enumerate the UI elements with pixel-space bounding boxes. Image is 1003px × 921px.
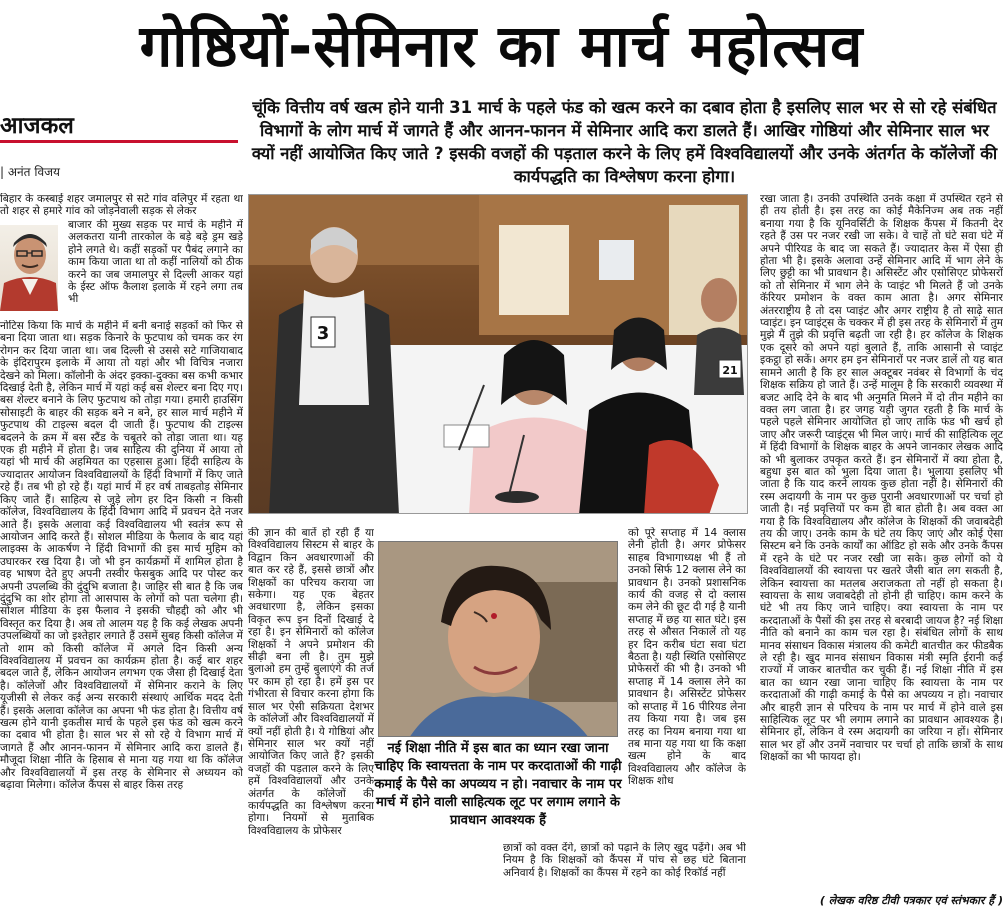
- pull-quote: नई शिक्षा नीति में इस बात का ध्यान रखा जाना चाहिए कि स्वायत्तता के नाम पर करदाताओं की गाढ़ी कमाई के पैसे का अपव्यय न हो। नवाचार के नाम पर मार्च में होने वाली साहित्यक लूट पर लगाम लगाने के प्रावधान आवश्यक हैं: [374, 741, 622, 828]
- badge-number-21: 21: [722, 364, 738, 377]
- column-tag-rule: [0, 140, 238, 143]
- column-4: रखा जाता है। उनकी उपस्थिति उनके कक्षा में उपस्थित रहने से ही तय होती है। इस तरह का कोई मैकेनिज्म अब तक नहीं बनाया गया है कि यूनिवर्सिटी के शिक्षक कैंपस में कितनी देर रहते हैं उस पर नजर रखी जा सके। वे चाहें तो घंटे सवा घंटे में अपने पीरियड के बाद जा सकते हैं। ज्यादातर केस में ऐसा ही होता भी है। इसके अलावा उन्हें सेमिनार आदि में भाग लेने के लिए छुट्टी का भी प्रावधान है। असिस्टेंट और एसोसिएट प्रोफेसरों को तो सेमिनार में भाग लेने के प्वाइंट भी मिलते हैं जो उनके कॅरियर प्रमोशन के वक्त काम आता है। अगर सेमिनार अंतरराष्ट्रीय है तो दस प्वाइंट और अगर राष्ट्रीय है तो साढ़े सात प्वाइंट। इन प्वाइंट्स के चक्कर में ही इस तरह के सेमिनारों में तुम मुझे मैं तुझे की प्रवृत्ति बढ़ती जा रही है। हर कॉलेज के शिक्षक एक दूसरे को अपने यहां बुलाते हैं, ताकि आसानी से प्वाइंट इकट्ठा हो सकें। अगर हम इन सेमिनारों पर नजर डालें तो यह बात सामने आती है कि हर साल अक्टूबर नवंबर से विभागों के चंद शिक्षक सक्रिय हो जाते हैं। उन्हें मालूम है कि सरकारी व्यवस्था में बजट आदि देने के बाद भी अनुमति मिलने में दो तीन महीने का वक्त लग जाता है। हर जगह यही जुगत रहती है कि मार्च के पहले पहले सेमिनार आयोजित हो जाए ताकि फंड भी खर्च हो जाए और जरूरी प्वाइंट्स भी मिल जाएं। मार्च की साहित्यिक लूट में हिंदी विभागों के शिक्षक बाहर के अपने जानकार लेखक आदि को भी बुलाकर उपकृत करते हैं। इन सेमिनारों में क्या होता है, बहुधा इस बात को भुला दिया जाता है। भुलाया इसलिए भी जाता है कि याद करने लायक कुछ होता नहीं है। सेमिनारों की रस्म अदायगी के नाम पर कुछ पुरानी अवधारणाओं पर चर्चा हो जाती है। नई प्रवृत्तियों पर कम ही बात होती है। अब वक्त आ गया है कि विश्वविद्यालय और कॉलेज के शिक्षकों की जवाबदेही तय की जाए। उनके काम के घंटे तय किए जाएं और कोई ऐसा सिस्टम बने कि उनके कार्यों का ऑडिट हो सके और उनके कैंपस में रहने के घंटे पर नजर रखी जा सके। कुछ लोगों को ये विश्वविद्यालयों की स्वायत्ता पर खतरे जैसी बात लग सकती है, लेकिन स्वायत्ता का मतलब अराजकता तो नहीं हो सकता है। स्वायत्ता के साथ जवाबदेही तो होनी ही चाहिए। काम करने के घंटे भी तय किए जाने चाहिए। क्या स्वायत्ता के नाम पर करदाताओं के पैसों की इस तरह से बरबादी जायज है? नई शिक्षा नीति को बनाने का काम चल रहा है। संबंधित लोगों के साथ मानव संसाधन विकास मंत्रालय की कमेटी बातचीत कर फीडबैक ले रही है। खुद मानव संसाधन विकास मंत्री स्मृति ईरानी कई राज्यों में जाकर बातचीत कर चुकी हैं। नई शिक्षा नीति में इस बात का ध्यान रखा जाना चाहिए कि स्वायत्ता के नाम पर करदाताओं की गाढ़ी कमाई के पैसे का अपव्यय न हो। नवाचार और बाहरी ज्ञान से परिचय के नाम पर मार्च में होने वाले इस साहित्यिक लूट पर भी लगाम लगाने का प्रावधान आवश्यक है। सेमिनार हों, लेकिन वे रस्म अदायगी का जरिया न हों। सेमिनार साल भर हों और उनमें नवाचार पर चर्चा हो ताकि छात्रों के साथ शिक्षकों का भी फायदा हो।: [760, 193, 1003, 764]
- column-tag: आजकल: [0, 113, 74, 139]
- badge-number-3: 3: [316, 323, 330, 344]
- column-1-side: बाजार की मुख्य सड़क पर मार्च के महीने में अलकतरा यानी तारकोल के बड़े बड़े ड्रम खड़े होने लगते थे। कहीं सड़कों पर पैबंद लगाने का काम किया जाता था तो कहीं नालियों को ठीक करने का जब जमालपुर से दिल्ली आकर यहां के ईस्ट ऑफ कैलाश इलाके में रहने लगा तब भी: [68, 219, 243, 306]
- column-2-3-bottom: छात्रों को वक्त देंगे, छात्रों को पढ़ाने के लिए खुद पढ़ेंगे। अब भी नियम है कि शिक्षकों को कैंपस में पांच से छह घंटे बिताना अनिवार्य है। शिक्षकों का कैंपस में रहने का कोई रिकॉर्ड नहीं: [503, 842, 746, 879]
- author-photo: [0, 225, 58, 311]
- column-1-top: बिहार के कस्बाई शहर जमालपुर से सटे गांव वलिपुर में रहता था तो शहर से हमारे गांव को जोड़नेवाली सड़क से लेकर: [0, 193, 243, 218]
- byline-name: अनंत विजय: [7, 165, 60, 179]
- deck-intro: चूंकि वित्तीय वर्ष खत्म होने यानी 31 मार्च के पहले फंड को खत्म करने का दबाव होता है इसलिए साल भर से सो रहे संबंधित विभागों के लोग मार्च में जागते हैं और आनन-फानन में सेमिनार आदि करा डालते हैं। आखिर गोष्ठियां और सेमिनार साल भर क्यों नहीं आयोजित किए जाते ? इसकी वजहों की पड़ताल करने के लिए हमें विश्वविद्यालयों और उनके अंतर्गत के कॉलेजों की कार्यपद्धति का विश्लेषण करना होगा।: [251, 98, 998, 186]
- seminar-photo: [248, 194, 748, 514]
- column-2: की ज्ञान की बातें हो रही हैं या विश्वविद्यालय सिस्टम से बाहर के विद्वान किन अवधारणाओं की बात कर रहे हैं, इससे छात्रों और शिक्षकों का परिचय कराया जा सकेगा। यह एक बेहतर अवधारणा है, लेकिन इसका विकृत रूप इन दिनों दिखाई दे रहा है। इन सेमिनारों को कॉलेज शिक्षकों ने अपने प्रमोशन की सीढ़ी बना ली है। तुम मुझे बुलाओ हम तुम्हें बुलाएंगे की तर्ज पर काम हो रहा है। हमें इस पर गंभीरता से विचार करना होगा कि साल भर ऐसी सक्रियता देशभर के कॉलेजों और विश्वविद्यालयों में क्यों नहीं होती है। ये गोष्ठियां और सेमिनार साल भर क्यों नहीं आयोजित किए जाते हैं? इसकी वजहों की पड़ताल करने के लिए हमें विश्वविद्यालयों और उनके अंतर्गत के कॉलेजों की कार्यपद्धति का विश्लेषण करना होगा। नियमों से मुताबिक विश्वविद्यालय के प्रोफेसर: [248, 527, 374, 837]
- headline: गोष्ठियों-सेमिनार का मार्च महोत्सव: [139, 11, 864, 80]
- author-note: ( लेखक वरिष्ठ टीवी पत्रकार एवं स्तंभकार हैं ): [819, 894, 1003, 907]
- byline: | अनंत विजय: [0, 165, 60, 179]
- column-3: को पूरे सप्ताह में 14 क्लास लेनी होती है। अगर प्रोफेसर साहब विभागाध्यक्ष भी हैं तो उनको सिर्फ 12 क्लास लेने का प्रावधान है। उनको प्रशासनिक कार्य की वजह से दो क्लास कम लेने की छूट दी गई है यानी सप्ताह में छह या सात घंटे। इस तरह से औसत निकालें तो यह हर दिन करीब घंटा सवा घंटा बैठता है। यही स्थिति एसोसिएट प्रोफेसरों की भी है। उनको भी सप्ताह में 14 क्लास लेने का प्रावधान है। असिस्टेंट प्रोफेसर को सप्ताह में 16 पीरियड लेना तय किया गया है। जब इस तरह का नियम बनाया गया था तब माना यह गया था कि कक्षा खत्म होने के बाद विश्वविद्यालय और कॉलेज के शिक्षक शोध: [628, 527, 746, 788]
- column-1-body: नोटिस किया कि मार्च के महीने में बनी बनाई सड़कों को फिर से बना दिया जाता था। सड़क किनारे के फुटपाथ को चमक कर रंग रोगन कर दिया जाता था। जब दिल्ली से उससे सटे गाजियाबाद के इंदिरापुरम इलाके में आया तो यहां और भी विचित्र नजारा देखने को मिला। कॉलोनी के अंदर इक्का-दुक्का बस कभी कभार दिखाई देती है, लेकिन मार्च में यहां कई बस शेल्टर बना दिए गए। बस शेल्टर बनाने के लिए फुटपाथ को तोड़ा गया। हमारी हाउसिंग सोसाइटी के बाहर की सड़क बने न बने, हर साल मार्च महीने में फुटपाथ की टाइल्स बदल दी जाती हैं। फुटपाथ की टाइल्स बदलने के क्रम में बस स्टैंड के चबूतरे को तोड़ा जाता था। यह एक ही महीने में होता है। जब साहित्य की दुनिया में आया तो यहां भी मार्च की अहमियत का एहसास हुआ। हिंदी साहित्य के ज्यादातर आयोजन विश्वविद्यालयों के हिंदी विभागों में किए जाते रहे हैं। तब भी हो रहे हैं। यहां मार्च में हर वर्ष ताबड़तोड़ सेमिनार किए जाते हैं। साहित्य से जुड़े लोग हर दिन किसी न किसी कॉलेज, विश्वविद्यालय के हिंदी विभाग आदि में प्रवचन देते नजर आते हैं। इसके अलावा कई विश्वविद्यालय भी स्वतंत्र रूप से आयोजन आदि करते हैं। सोशल मीडिया के फैलाव के बाद यहां लाइक्स के आकर्षण ने हिंदी विभागों की इस मार्च मुहिम को उघारकर रख दिया है। जो भी इन कार्यक्रमों में शामिल होता है वह भाषण देते हुए अपनी तस्वीर फेसबुक आदि पर पोस्ट कर अपनी उपलब्धि की दुंदुभि बजाता है। जाहिर सी बात है कि जब दुंदुभि का शोर होगा तो आसपास के लोगों को पता चलेगा ही। सोशल मीडिया के इस फैलाव ने इसकी चौहद्दी को और भी विस्तृत कर दिया है। अब तो आलम यह है कि कई लेखक अपनी उपलब्धियों का जो इश्तेहार लगाते हैं उसमें सुबह किसी कॉलेज में तो शाम को किसी कॉलेज में अगले दिन किसी अन्य विश्वविद्यालय में प्रवचन का कार्यक्रम होता है। कई बार शहर बदल जाते हैं, लेकिन आयोजन लगभग एक जैसा ही दिखाई देता है। कॉलेजों और विश्वविद्यालयों में सेमिनार कराने के लिए यूजीसी से लेकर कई अन्य सरकारी संस्थाएं आर्थिक मदद देती हैं। इसके अलावा कॉलेज का अपना भी फंड होता है। वित्तीय वर्ष खत्म होने यानी इकतीस मार्च के पहले इस फंड को खत्म करने का दबाव भी होता है। साल भर से सो रहे ये विभाग मार्च में जागते हैं और आनन-फानन में सेमिनार आदि करा डालते हैं। मौजूदा शिक्षा नीति के हिसाब से माना यह गया था कि कॉलेज और विश्वविद्यालयों में इस तरह के सेमिनार से अध्ययन को बढ़ावा मिलेगा। कॉलेज कैंपस से बाहर किस तरह: [0, 320, 243, 792]
- inset-portrait-photo: [378, 541, 618, 737]
